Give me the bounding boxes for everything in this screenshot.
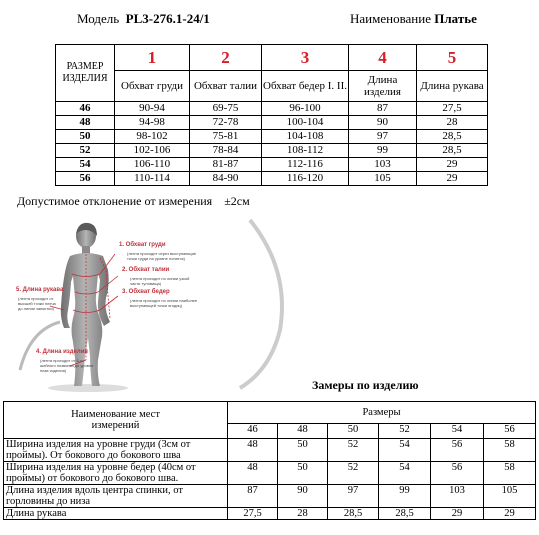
value-cell: 116-120 <box>262 172 349 186</box>
size-col-header: 52 <box>379 424 431 439</box>
value-cell: 48 <box>228 439 278 462</box>
model-label: Модель <box>77 11 120 26</box>
col-number: 2 <box>190 45 262 71</box>
measurements-title: Замеры по изделию <box>312 378 419 392</box>
annotation-note: (лента проходит по линии узкой части туловища) <box>130 276 190 286</box>
annotation-note: (лента проходит по линии наиболее выступающей точки ягодиц) <box>130 298 198 308</box>
value-cell: 90 <box>349 116 417 130</box>
value-cell: 28,5 <box>417 130 488 144</box>
size-col-header: 48 <box>278 424 328 439</box>
sizes-header: Размеры <box>228 402 536 424</box>
value-cell: 54 <box>379 439 431 462</box>
size-col-header: 56 <box>484 424 536 439</box>
annotation-label: 3. Обхват бедер <box>122 289 170 295</box>
name-header-text: Наименование мест измерений <box>71 409 160 431</box>
annotation-label: 1. Обхват груди <box>119 242 166 248</box>
annotation-label: 2. Обхват талии <box>122 267 170 273</box>
value-cell: 58 <box>484 439 536 462</box>
table-row <box>56 102 488 116</box>
annotation-note: (лента проходит от высшей точки плеча до линии запястья) <box>18 296 56 311</box>
annotation-label: 4. Длина изделия <box>36 349 88 355</box>
model-value: PL3-276.1-24/1 <box>125 11 210 26</box>
size-cell: 50 <box>56 130 115 144</box>
tolerance-line <box>17 194 250 209</box>
value-cell: 27,5 <box>228 508 278 520</box>
size-col-header: 50 <box>328 424 379 439</box>
annotation-note: (лента проходит от 6-го шейного позвонка до уровня низа изделия) <box>40 358 94 373</box>
col-label: Обхват талии <box>190 71 262 102</box>
value-cell: 28,5 <box>417 144 488 158</box>
size-cell: 52 <box>56 144 115 158</box>
value-cell: 28 <box>278 508 328 520</box>
value-cell: 29 <box>431 508 484 520</box>
value-cell: 103 <box>349 158 417 172</box>
table-row <box>56 144 488 158</box>
size-cell: 56 <box>56 172 115 186</box>
name-line <box>350 11 477 27</box>
value-cell: 90 <box>278 485 328 508</box>
value-cell: 84-90 <box>190 172 262 186</box>
value-cell: 50 <box>278 462 328 485</box>
name-value: Платье <box>434 11 477 26</box>
value-cell: 56 <box>431 462 484 485</box>
value-cell: 100-104 <box>262 116 349 130</box>
value-cell: 105 <box>349 172 417 186</box>
col-number: 1 <box>115 45 190 71</box>
tolerance-value: ±2см <box>224 194 250 208</box>
col-label: Длина изделия <box>349 71 417 102</box>
value-cell: 28,5 <box>328 508 379 520</box>
col-number: 3 <box>262 45 349 71</box>
measurement-figure <box>0 210 310 395</box>
value-cell: 52 <box>328 462 379 485</box>
annotation-note: (лента проходит через выступающие точки груди на уровне лопаток) <box>127 251 197 261</box>
value-cell: 96-100 <box>262 102 349 116</box>
value-cell: 50 <box>278 439 328 462</box>
value-cell: 29 <box>417 172 488 186</box>
value-cell: 106-110 <box>115 158 190 172</box>
table-row <box>4 462 536 485</box>
name-header <box>4 402 228 439</box>
value-cell: 28,5 <box>379 508 431 520</box>
col-number: 4 <box>349 45 417 71</box>
table-row <box>56 116 488 130</box>
table-row <box>4 508 536 520</box>
size-col-header: 54 <box>431 424 484 439</box>
table-row <box>56 172 488 186</box>
value-cell: 97 <box>349 130 417 144</box>
annotation-label: 5. Длина рукава <box>16 287 64 293</box>
value-cell: 29 <box>417 158 488 172</box>
size-col-header: 46 <box>228 424 278 439</box>
value-cell: 52 <box>328 439 379 462</box>
value-cell: 97 <box>328 485 379 508</box>
value-cell: 29 <box>484 508 536 520</box>
table-row <box>56 130 488 144</box>
value-cell: 48 <box>228 462 278 485</box>
neck-shape <box>82 246 90 254</box>
table-row <box>4 439 536 462</box>
value-cell: 112-116 <box>262 158 349 172</box>
tolerance-text: Допустимое отклонение от измерения <box>17 194 213 208</box>
measurements-table <box>3 401 536 520</box>
value-cell: 75-81 <box>190 130 262 144</box>
value-cell: 56 <box>431 439 484 462</box>
col-label: Обхват бедер I. II. <box>262 71 349 102</box>
table-row <box>4 485 536 508</box>
size-header: РАЗМЕР ИЗДЕЛИЯ <box>56 45 115 102</box>
value-cell: 104-108 <box>262 130 349 144</box>
decor-arc <box>240 220 282 388</box>
col-label: Обхват груди <box>115 71 190 102</box>
value-cell: 58 <box>484 462 536 485</box>
shadow-shape <box>48 384 128 392</box>
value-cell: 78-84 <box>190 144 262 158</box>
value-cell: 27,5 <box>417 102 488 116</box>
value-cell: 102-106 <box>115 144 190 158</box>
name-label: Наименование <box>350 11 431 26</box>
measure-name: Длина рукава <box>4 508 228 520</box>
value-cell: 108-112 <box>262 144 349 158</box>
value-cell: 103 <box>431 485 484 508</box>
value-cell: 90-94 <box>115 102 190 116</box>
value-cell: 99 <box>379 485 431 508</box>
value-cell: 94-98 <box>115 116 190 130</box>
value-cell: 87 <box>228 485 278 508</box>
measure-name: Длина изделия вдоль центра спинки, от горловины до низа <box>4 485 228 508</box>
value-cell: 110-114 <box>115 172 190 186</box>
measure-name: Ширина изделия на уровне груди (3см от проймы). От бокового до бокового шва <box>4 439 228 462</box>
size-cell: 54 <box>56 158 115 172</box>
col-number: 5 <box>417 45 488 71</box>
size-table <box>55 44 488 186</box>
value-cell: 87 <box>349 102 417 116</box>
value-cell: 98-102 <box>115 130 190 144</box>
size-cell: 46 <box>56 102 115 116</box>
value-cell: 72-78 <box>190 116 262 130</box>
value-cell: 81-87 <box>190 158 262 172</box>
col-label: Длина рукава <box>417 71 488 102</box>
measure-name: Ширина изделия на уровне бедер (40см от проймы) от бокового до бокового шва. <box>4 462 228 485</box>
value-cell: 28 <box>417 116 488 130</box>
value-cell: 99 <box>349 144 417 158</box>
value-cell: 54 <box>379 462 431 485</box>
size-cell: 48 <box>56 116 115 130</box>
table-row <box>56 158 488 172</box>
value-cell: 105 <box>484 485 536 508</box>
value-cell: 69-75 <box>190 102 262 116</box>
model-line <box>77 11 210 27</box>
